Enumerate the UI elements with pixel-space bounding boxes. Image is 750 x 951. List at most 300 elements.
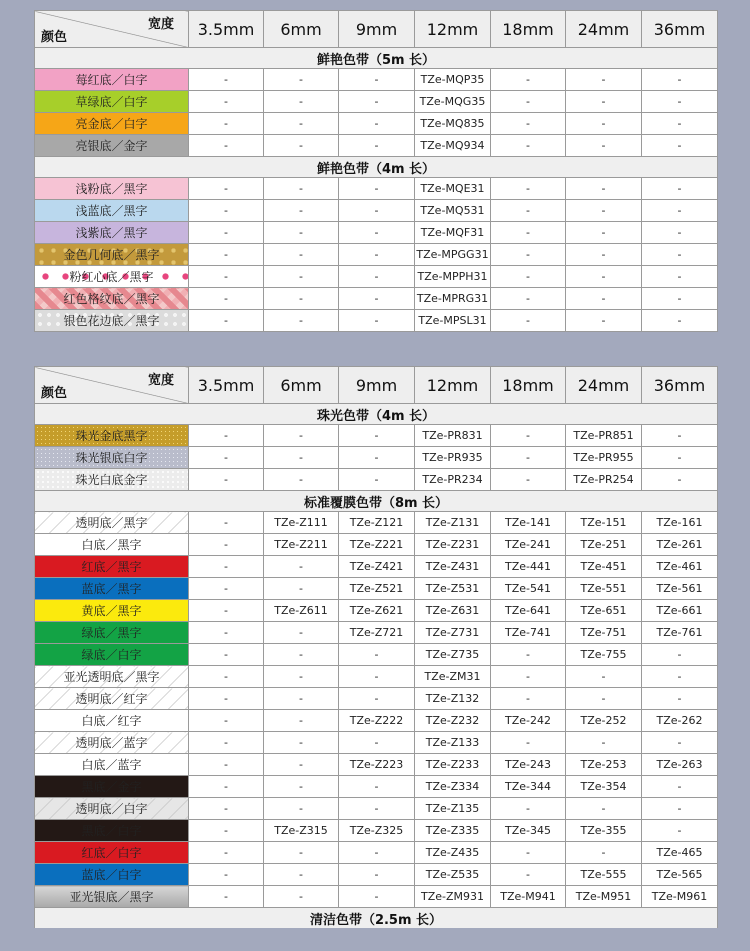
model-cell: -	[264, 798, 339, 820]
model-cell: TZe-Z531	[415, 578, 491, 600]
model-cell: -	[339, 113, 415, 135]
model-cell: -	[264, 91, 339, 113]
model-cell: TZe-MPPH31	[415, 266, 491, 288]
model-cell: -	[189, 688, 264, 710]
model-cell: -	[189, 622, 264, 644]
model-cell: -	[642, 447, 718, 469]
model-cell: -	[491, 469, 566, 491]
model-cell: -	[339, 310, 415, 332]
model-cell: TZe-355	[566, 820, 642, 842]
section-title: 鲜艳色带（5m 长）	[35, 48, 718, 69]
model-cell: TZe-M951	[566, 886, 642, 908]
model-cell: -	[566, 244, 642, 266]
model-cell: -	[642, 688, 718, 710]
model-cell: TZe-MQ934	[415, 135, 491, 157]
table-row	[35, 135, 718, 157]
color-axis-label: 颜色	[41, 30, 68, 45]
table-row	[35, 864, 718, 886]
model-cell: TZe-Z335	[415, 820, 491, 842]
table-row	[35, 820, 718, 842]
model-cell: -	[566, 113, 642, 135]
model-cell: TZe-345	[491, 820, 566, 842]
model-cell: -	[339, 69, 415, 91]
table-row	[35, 244, 718, 266]
model-cell: -	[339, 886, 415, 908]
width-header: 12mm	[415, 367, 491, 404]
table-row	[35, 469, 718, 491]
model-cell: TZe-PR831	[415, 425, 491, 447]
model-cell: -	[491, 222, 566, 244]
model-cell: -	[339, 222, 415, 244]
color-label: 草绿底／白字	[75, 95, 148, 109]
color-swatch	[35, 69, 189, 91]
color-label: 绿底／黑字	[81, 626, 142, 640]
model-cell: -	[339, 91, 415, 113]
model-cell: TZe-451	[566, 556, 642, 578]
width-header: 18mm	[491, 11, 566, 48]
color-swatch	[35, 178, 189, 200]
model-cell: TZe-Z535	[415, 864, 491, 886]
table-row	[35, 666, 718, 688]
model-cell: -	[566, 688, 642, 710]
model-cell: -	[491, 447, 566, 469]
color-label: 珠光银底白字	[75, 451, 148, 465]
model-cell: -	[264, 447, 339, 469]
model-cell: -	[491, 425, 566, 447]
model-cell: -	[264, 754, 339, 776]
table-row	[35, 578, 718, 600]
model-cell: -	[566, 91, 642, 113]
color-swatch	[35, 864, 189, 886]
model-cell: TZe-Z721	[339, 622, 415, 644]
model-cell: TZe-551	[566, 578, 642, 600]
model-cell: -	[491, 310, 566, 332]
model-cell: TZe-Z334	[415, 776, 491, 798]
color-axis-label: 颜色	[41, 386, 68, 401]
model-cell: -	[189, 447, 264, 469]
model-cell: TZe-PR851	[566, 425, 642, 447]
model-cell: -	[339, 469, 415, 491]
table-row	[35, 222, 718, 244]
model-cell: -	[642, 469, 718, 491]
model-cell: TZe-Z223	[339, 754, 415, 776]
color-label: 珠光白底金字	[75, 473, 148, 487]
table-row	[35, 688, 718, 710]
model-cell: -	[491, 178, 566, 200]
table-row	[35, 600, 718, 622]
model-cell: -	[189, 135, 264, 157]
model-cell: TZe-ZM31	[415, 666, 491, 688]
color-label: 白底／蓝字	[81, 758, 142, 772]
model-cell: TZe-641	[491, 600, 566, 622]
model-cell: TZe-243	[491, 754, 566, 776]
model-cell: -	[566, 135, 642, 157]
model-cell: TZe-Z325	[339, 820, 415, 842]
model-cell: -	[264, 113, 339, 135]
model-cell: -	[566, 310, 642, 332]
model-cell: TZe-354	[566, 776, 642, 798]
model-cell: -	[642, 135, 718, 157]
table-row	[35, 200, 718, 222]
color-label: 白底／红字	[81, 714, 142, 728]
table-row	[35, 710, 718, 732]
model-cell: -	[339, 644, 415, 666]
model-cell: TZe-Z421	[339, 556, 415, 578]
model-cell: TZe-MQG35	[415, 91, 491, 113]
model-cell: -	[189, 534, 264, 556]
model-cell: TZe-253	[566, 754, 642, 776]
model-cell: -	[491, 644, 566, 666]
section-title: 珠光色带（4m 长）	[35, 404, 718, 425]
color-label: 银色花边底／黑字	[63, 314, 160, 328]
model-cell: -	[339, 200, 415, 222]
model-cell: TZe-Z131	[415, 512, 491, 534]
model-cell: -	[566, 732, 642, 754]
table-row	[35, 178, 718, 200]
table-row	[35, 798, 718, 820]
model-cell: -	[189, 600, 264, 622]
color-swatch	[35, 113, 189, 135]
model-cell: -	[642, 310, 718, 332]
color-swatch	[35, 469, 189, 491]
table-row	[35, 622, 718, 644]
table-row	[35, 644, 718, 666]
model-cell: TZe-251	[566, 534, 642, 556]
model-cell: TZe-MQ531	[415, 200, 491, 222]
section-header	[35, 48, 718, 69]
width-header: 3.5mm	[189, 367, 264, 404]
model-cell: -	[566, 222, 642, 244]
model-cell: -	[339, 178, 415, 200]
model-cell: -	[339, 135, 415, 157]
model-cell: -	[491, 288, 566, 310]
model-cell: -	[642, 776, 718, 798]
model-cell: TZe-Z231	[415, 534, 491, 556]
color-swatch	[35, 776, 189, 798]
model-cell: -	[189, 512, 264, 534]
model-cell: TZe-Z132	[415, 688, 491, 710]
table-row	[35, 886, 718, 908]
color-label: 黑底／金字	[81, 780, 142, 794]
color-label: 浅蓝底／黑字	[75, 204, 148, 218]
model-cell: -	[264, 842, 339, 864]
model-cell: -	[642, 200, 718, 222]
color-label: 蓝底／黑字	[81, 582, 142, 596]
color-swatch	[35, 288, 189, 310]
model-cell: TZe-Z135	[415, 798, 491, 820]
model-cell: TZe-Z431	[415, 556, 491, 578]
model-cell: -	[339, 266, 415, 288]
section-header	[35, 491, 718, 512]
color-label: 蓝底／白字	[81, 868, 142, 882]
model-cell: -	[642, 666, 718, 688]
model-cell: TZe-Z133	[415, 732, 491, 754]
model-cell: TZe-441	[491, 556, 566, 578]
color-label: 粉红心底／黑字	[69, 270, 154, 284]
model-cell: -	[642, 244, 718, 266]
model-cell: -	[339, 842, 415, 864]
color-label: 红底／黑字	[81, 560, 142, 574]
header-corner	[35, 11, 189, 48]
model-cell: TZe-262	[642, 710, 718, 732]
model-cell: -	[189, 69, 264, 91]
model-cell: TZe-565	[642, 864, 718, 886]
model-cell: TZe-755	[566, 644, 642, 666]
model-cell: -	[339, 244, 415, 266]
model-cell: TZe-161	[642, 512, 718, 534]
color-label: 透明底／红字	[75, 692, 148, 706]
model-cell: -	[264, 732, 339, 754]
model-cell: -	[264, 578, 339, 600]
model-cell: -	[339, 864, 415, 886]
width-header: 6mm	[264, 367, 339, 404]
model-cell: -	[642, 732, 718, 754]
model-cell: -	[264, 469, 339, 491]
model-cell: TZe-344	[491, 776, 566, 798]
color-swatch	[35, 688, 189, 710]
color-label: 亚光银底／黑字	[69, 890, 154, 904]
color-swatch	[35, 644, 189, 666]
model-cell: -	[566, 842, 642, 864]
model-cell: TZe-Z121	[339, 512, 415, 534]
width-header: 12mm	[415, 11, 491, 48]
model-cell: -	[189, 864, 264, 886]
model-cell: -	[189, 200, 264, 222]
section-header	[35, 157, 718, 178]
model-cell: -	[189, 820, 264, 842]
table-row	[35, 447, 718, 469]
model-cell: -	[264, 244, 339, 266]
color-swatch	[35, 310, 189, 332]
model-cell: TZe-261	[642, 534, 718, 556]
model-cell: -	[491, 732, 566, 754]
model-cell: -	[189, 578, 264, 600]
model-cell: TZe-PR935	[415, 447, 491, 469]
model-cell: -	[566, 178, 642, 200]
model-cell: -	[566, 666, 642, 688]
model-cell: -	[189, 288, 264, 310]
model-cell: TZe-661	[642, 600, 718, 622]
model-cell: TZe-741	[491, 622, 566, 644]
color-swatch	[35, 447, 189, 469]
model-cell: -	[189, 266, 264, 288]
model-cell: TZe-M941	[491, 886, 566, 908]
color-swatch	[35, 732, 189, 754]
model-cell: TZe-761	[642, 622, 718, 644]
model-cell: -	[491, 113, 566, 135]
model-cell: -	[189, 113, 264, 135]
color-label: 红色格纹底／黑字	[63, 292, 160, 306]
color-swatch	[35, 266, 189, 288]
table-row	[35, 512, 718, 534]
model-cell: TZe-541	[491, 578, 566, 600]
model-cell: -	[491, 69, 566, 91]
model-cell: TZe-PR955	[566, 447, 642, 469]
model-cell: -	[491, 842, 566, 864]
model-cell: -	[339, 688, 415, 710]
model-cell: -	[642, 798, 718, 820]
color-swatch	[35, 886, 189, 908]
model-cell: TZe-465	[642, 842, 718, 864]
model-cell: -	[566, 798, 642, 820]
color-swatch	[35, 200, 189, 222]
model-cell: -	[189, 310, 264, 332]
model-cell: -	[566, 288, 642, 310]
model-cell: TZe-751	[566, 622, 642, 644]
model-cell: -	[264, 69, 339, 91]
model-cell: -	[264, 222, 339, 244]
color-swatch	[35, 600, 189, 622]
color-swatch	[35, 425, 189, 447]
model-cell: TZe-242	[491, 710, 566, 732]
table-row	[35, 556, 718, 578]
model-cell: -	[642, 69, 718, 91]
model-cell: TZe-Z735	[415, 644, 491, 666]
model-cell: -	[642, 178, 718, 200]
model-cell: -	[189, 469, 264, 491]
model-cell: -	[339, 425, 415, 447]
model-cell: TZe-MPSL31	[415, 310, 491, 332]
color-label: 透明底／黑字	[75, 516, 148, 530]
model-cell: TZe-ZM931	[415, 886, 491, 908]
width-axis-label: 宽度	[147, 373, 174, 388]
model-cell: -	[189, 886, 264, 908]
model-cell: TZe-Z222	[339, 710, 415, 732]
color-swatch	[35, 754, 189, 776]
color-label: 金色几何底／黑字	[63, 248, 160, 262]
width-header: 9mm	[339, 367, 415, 404]
table-row	[35, 69, 718, 91]
model-cell: -	[264, 864, 339, 886]
table-row	[35, 732, 718, 754]
model-cell: -	[642, 820, 718, 842]
header-corner	[35, 367, 189, 404]
model-cell: -	[642, 644, 718, 666]
model-cell: -	[264, 710, 339, 732]
color-swatch	[35, 798, 189, 820]
color-label: 珠光金底黑字	[75, 429, 148, 443]
model-cell: -	[642, 91, 718, 113]
model-cell: TZe-Z611	[264, 600, 339, 622]
model-cell: -	[566, 200, 642, 222]
model-cell: TZe-MQE31	[415, 178, 491, 200]
color-swatch	[35, 135, 189, 157]
color-swatch	[35, 666, 189, 688]
model-cell: -	[264, 622, 339, 644]
color-label: 绿底／白字	[81, 648, 142, 662]
model-cell: -	[642, 113, 718, 135]
section-header	[35, 908, 718, 929]
color-label: 浅紫底／黑字	[75, 226, 148, 240]
model-cell: TZe-151	[566, 512, 642, 534]
model-cell: -	[566, 69, 642, 91]
model-cell: -	[491, 688, 566, 710]
model-cell: TZe-Z211	[264, 534, 339, 556]
color-label: 透明底／白字	[75, 802, 148, 816]
model-cell: TZe-Z232	[415, 710, 491, 732]
model-cell: TZe-Z221	[339, 534, 415, 556]
model-cell: -	[189, 556, 264, 578]
model-cell: -	[189, 666, 264, 688]
model-cell: -	[264, 288, 339, 310]
model-cell: TZe-141	[491, 512, 566, 534]
model-cell: -	[339, 447, 415, 469]
width-axis-label: 宽度	[147, 17, 174, 32]
model-cell: TZe-M961	[642, 886, 718, 908]
model-cell: -	[189, 425, 264, 447]
tape-table-pearl-standard	[34, 366, 718, 928]
table-row	[35, 266, 718, 288]
color-swatch	[35, 244, 189, 266]
width-header: 3.5mm	[189, 11, 264, 48]
model-cell: TZe-Z435	[415, 842, 491, 864]
model-cell: TZe-461	[642, 556, 718, 578]
color-label: 红底／白字	[81, 846, 142, 860]
color-swatch	[35, 820, 189, 842]
color-swatch	[35, 512, 189, 534]
table-row	[35, 776, 718, 798]
model-cell: -	[566, 266, 642, 288]
model-cell: -	[491, 244, 566, 266]
model-cell: -	[339, 288, 415, 310]
width-header: 24mm	[566, 367, 642, 404]
color-swatch	[35, 91, 189, 113]
model-cell: TZe-Z731	[415, 622, 491, 644]
section-title: 标准覆膜色带（8m 长）	[35, 491, 718, 512]
section-header	[35, 404, 718, 425]
model-cell: TZe-651	[566, 600, 642, 622]
color-swatch	[35, 842, 189, 864]
model-cell: -	[189, 732, 264, 754]
header-row	[35, 11, 718, 48]
width-header: 18mm	[491, 367, 566, 404]
model-cell: TZe-Z621	[339, 600, 415, 622]
model-cell: -	[491, 266, 566, 288]
model-cell: -	[264, 688, 339, 710]
color-swatch	[35, 534, 189, 556]
model-cell: TZe-Z233	[415, 754, 491, 776]
model-cell: -	[264, 644, 339, 666]
color-swatch	[35, 578, 189, 600]
color-label: 浅粉底／黑字	[75, 182, 148, 196]
model-cell: -	[189, 222, 264, 244]
model-cell: -	[264, 886, 339, 908]
model-cell: TZe-263	[642, 754, 718, 776]
color-label: 白底／黑字	[81, 538, 142, 552]
model-cell: -	[264, 425, 339, 447]
model-cell: TZe-Z521	[339, 578, 415, 600]
table-row	[35, 534, 718, 556]
color-label: 亮金底／白字	[75, 117, 148, 131]
width-header: 36mm	[642, 11, 718, 48]
model-cell: -	[189, 244, 264, 266]
table-row	[35, 754, 718, 776]
model-cell: -	[264, 135, 339, 157]
color-label: 黄底／黑字	[81, 604, 142, 618]
model-cell: TZe-Z315	[264, 820, 339, 842]
width-header: 9mm	[339, 11, 415, 48]
model-cell: -	[339, 732, 415, 754]
color-label: 亮银底／金字	[75, 139, 148, 153]
table-row	[35, 425, 718, 447]
model-cell: -	[339, 666, 415, 688]
model-cell: -	[264, 200, 339, 222]
color-label: 黑底／白字	[81, 824, 142, 838]
model-cell: TZe-MPGG31	[415, 244, 491, 266]
color-swatch	[35, 622, 189, 644]
model-cell: -	[491, 798, 566, 820]
table-row	[35, 91, 718, 113]
